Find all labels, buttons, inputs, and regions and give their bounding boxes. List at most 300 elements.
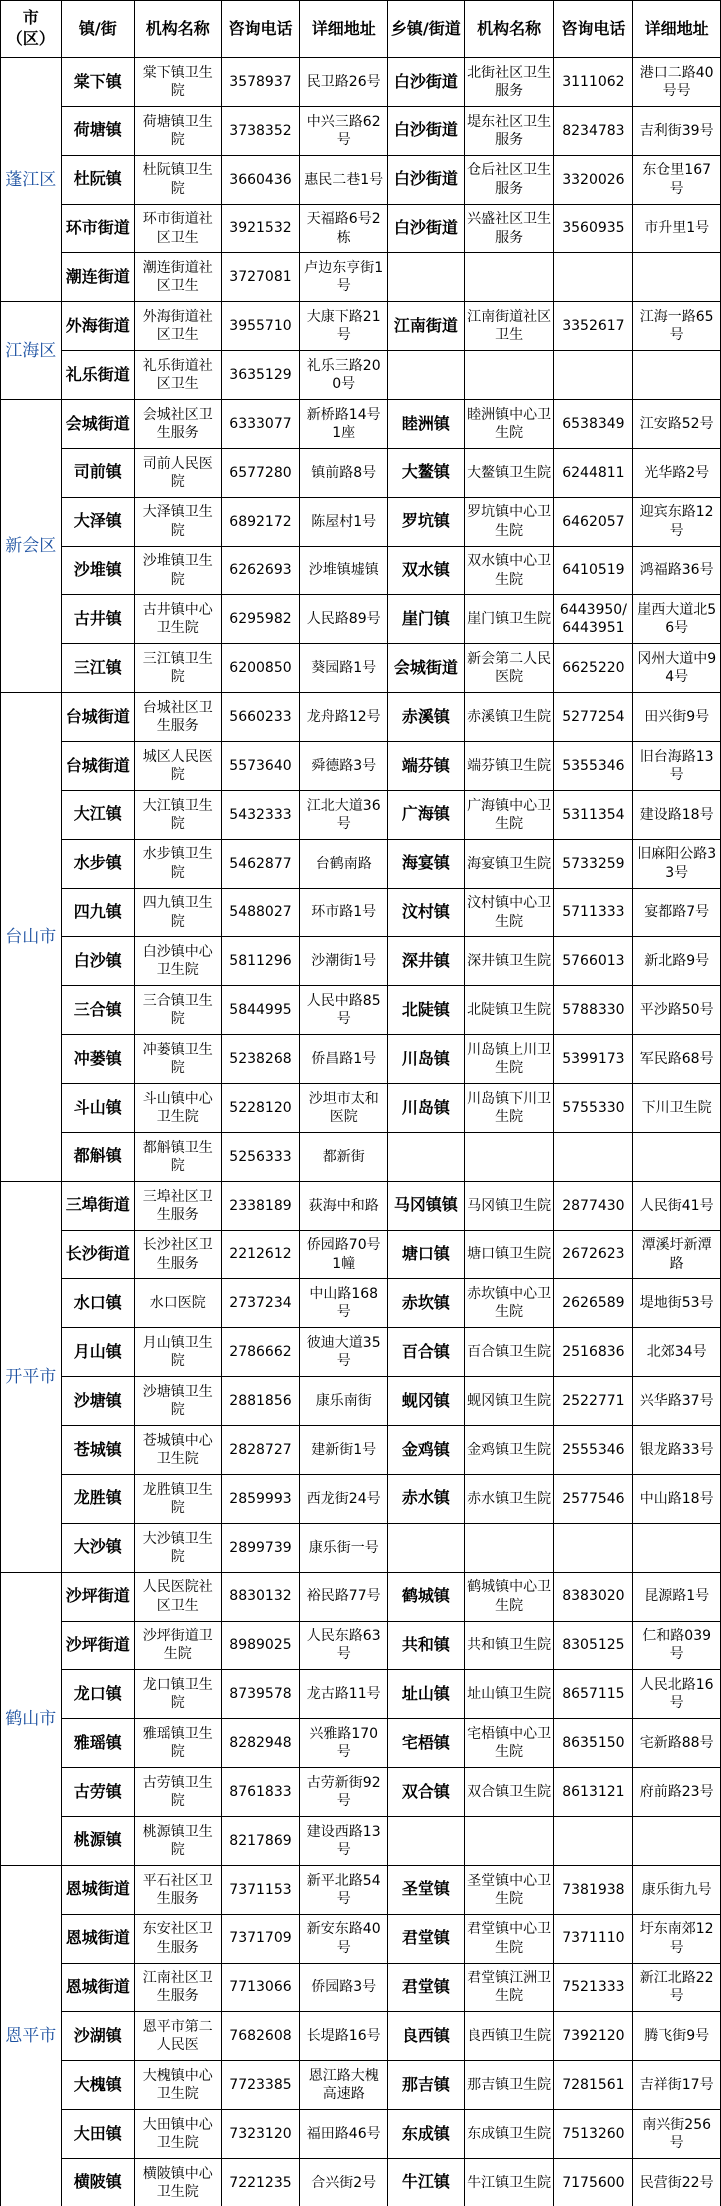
right-org-cell: [464, 1523, 554, 1572]
left-org-cell: 台城社区卫生服务: [135, 693, 221, 742]
left-addr-cell: 江北大道36号: [300, 790, 388, 839]
left-phone-cell: 6200850: [221, 644, 300, 693]
table-row: [1, 1035, 721, 1084]
city-cell: 江海区: [1, 302, 62, 400]
left-org-cell: 雅瑶镇卫生院: [135, 1719, 221, 1768]
table-row: [1, 1377, 721, 1426]
right-org-cell: 圣堂镇中心卫生院: [464, 1865, 554, 1914]
left-town-cell: 三合镇: [61, 986, 135, 1035]
left-phone-cell: 7221235: [221, 2158, 300, 2206]
right-addr-cell: 旧台海路13号: [633, 742, 721, 791]
left-addr-cell: 中兴三路62号: [300, 106, 388, 155]
left-addr-cell: 人民路89号: [300, 595, 388, 644]
left-addr-cell: 陈屋村1号: [300, 497, 388, 546]
right-org-cell: 双水镇中心卫生院: [464, 546, 554, 595]
right-addr-cell: 江海一路65号: [633, 302, 721, 351]
left-org-cell: 三埠社区卫生服务: [135, 1181, 221, 1230]
left-addr-cell: 康乐南街: [300, 1377, 388, 1426]
right-town-cell: 罗坑镇: [387, 497, 464, 546]
left-org-cell: 长沙社区卫生服务: [135, 1230, 221, 1279]
left-phone-cell: 6262693: [221, 546, 300, 595]
left-phone-cell: 2338189: [221, 1181, 300, 1230]
left-phone-cell: 7371709: [221, 1914, 300, 1963]
right-town-cell: 牛江镇: [387, 2158, 464, 2206]
right-org-cell: 塘口镇卫生院: [464, 1230, 554, 1279]
left-org-cell: 水口医院: [135, 1279, 221, 1328]
left-addr-cell: 侨昌路1号: [300, 1035, 388, 1084]
header-address: 详细地址: [300, 1, 388, 58]
right-addr-cell: 市升里1号: [633, 204, 721, 253]
left-town-cell: 白沙镇: [61, 937, 135, 986]
right-town-cell: 金鸡镇: [387, 1426, 464, 1475]
left-addr-cell: 都新街: [300, 1132, 388, 1181]
right-addr-cell: 堤地街53号: [633, 1279, 721, 1328]
right-phone-cell: 5355346: [554, 742, 633, 791]
right-town-cell: 睦洲镇: [387, 400, 464, 449]
right-phone-cell: 8613121: [554, 1768, 633, 1817]
left-phone-cell: 5432333: [221, 790, 300, 839]
right-town-cell: 广海镇: [387, 790, 464, 839]
right-town-cell: [387, 1132, 464, 1181]
left-phone-cell: 7723385: [221, 2061, 300, 2110]
left-org-cell: 沙塘镇卫生院: [135, 1377, 221, 1426]
left-phone-cell: 6333077: [221, 400, 300, 449]
right-town-cell: 双合镇: [387, 1768, 464, 1817]
left-town-cell: 四九镇: [61, 888, 135, 937]
left-addr-cell: 新平北路54号: [300, 1865, 388, 1914]
right-addr-cell: 仁和路039号: [633, 1621, 721, 1670]
table-row: [1, 1132, 721, 1181]
table-row: [1, 937, 721, 986]
right-phone-cell: 6538349: [554, 400, 633, 449]
right-phone-cell: 7392120: [554, 2012, 633, 2061]
right-addr-cell: 昆源路1号: [633, 1572, 721, 1621]
left-phone-cell: 6577280: [221, 448, 300, 497]
left-town-cell: 恩城街道: [61, 1914, 135, 1963]
left-phone-cell: 8739578: [221, 1670, 300, 1719]
right-org-cell: [464, 253, 554, 302]
left-org-cell: 三合镇卫生院: [135, 986, 221, 1035]
left-phone-cell: 7323120: [221, 2110, 300, 2159]
left-org-cell: 外海街道社区卫生: [135, 302, 221, 351]
left-phone-cell: 3921532: [221, 204, 300, 253]
left-phone-cell: 8217869: [221, 1816, 300, 1865]
left-phone-cell: 7682608: [221, 2012, 300, 2061]
right-org-cell: 川岛镇上川卫生院: [464, 1035, 554, 1084]
left-org-cell: 桃源镇卫生院: [135, 1816, 221, 1865]
left-town-cell: 龙口镇: [61, 1670, 135, 1719]
table-row: [1, 497, 721, 546]
left-addr-cell: 民卫路26号: [300, 58, 388, 107]
left-org-cell: 会城社区卫生服务: [135, 400, 221, 449]
right-addr-cell: 田兴街9号: [633, 693, 721, 742]
left-addr-cell: 龙舟路12号: [300, 693, 388, 742]
right-org-cell: 仓后社区卫生服务: [464, 155, 554, 204]
right-addr-cell: [633, 351, 721, 400]
right-phone-cell: 6410519: [554, 546, 633, 595]
left-org-cell: 人民医院社区卫生: [135, 1572, 221, 1621]
right-org-cell: 那吉镇卫生院: [464, 2061, 554, 2110]
left-addr-cell: 舜德路3号: [300, 742, 388, 791]
left-town-cell: 苍城镇: [61, 1426, 135, 1475]
right-addr-cell: 腾飞街9号: [633, 2012, 721, 2061]
right-phone-cell: 2555346: [554, 1426, 633, 1475]
right-addr-cell: [633, 1523, 721, 1572]
left-town-cell: 潮连街道: [61, 253, 135, 302]
right-org-cell: 罗坑镇中心卫生院: [464, 497, 554, 546]
right-town-cell: 海宴镇: [387, 839, 464, 888]
right-org-cell: 金鸡镇卫生院: [464, 1426, 554, 1475]
table-row: [1, 2110, 721, 2159]
left-org-cell: 大槐镇中心卫生院: [135, 2061, 221, 2110]
left-phone-cell: 8761833: [221, 1768, 300, 1817]
right-phone-cell: 3560935: [554, 204, 633, 253]
right-phone-cell: 6244811: [554, 448, 633, 497]
left-town-cell: 沙堆镇: [61, 546, 135, 595]
header-row: [1, 1, 721, 58]
left-phone-cell: 5256333: [221, 1132, 300, 1181]
right-org-cell: 北陡镇卫生院: [464, 986, 554, 1035]
right-phone-cell: [554, 253, 633, 302]
left-org-cell: 司前人民医院: [135, 448, 221, 497]
left-org-cell: 大沙镇卫生院: [135, 1523, 221, 1572]
right-town-cell: 百合镇: [387, 1328, 464, 1377]
left-org-cell: 平石社区卫生服务: [135, 1865, 221, 1914]
left-addr-cell: 沙潮街1号: [300, 937, 388, 986]
left-town-cell: 会城街道: [61, 400, 135, 449]
left-org-cell: 礼乐街道社区卫生: [135, 351, 221, 400]
right-org-cell: 崖门镇卫生院: [464, 595, 554, 644]
left-town-cell: 月山镇: [61, 1328, 135, 1377]
right-phone-cell: 7521333: [554, 1963, 633, 2012]
header-city: 市（区）: [1, 1, 62, 58]
left-addr-cell: 沙堆镇墟镇: [300, 546, 388, 595]
left-town-cell: 礼乐街道: [61, 351, 135, 400]
table-row: [1, 1768, 721, 1817]
right-town-cell: 深井镇: [387, 937, 464, 986]
left-org-cell: 杜阮镇卫生院: [135, 155, 221, 204]
left-org-cell: 大田镇中心卫生院: [135, 2110, 221, 2159]
left-addr-cell: 古劳新街92号: [300, 1768, 388, 1817]
table-row: [1, 986, 721, 1035]
left-addr-cell: 兴雅路170号: [300, 1719, 388, 1768]
right-phone-cell: 6462057: [554, 497, 633, 546]
left-town-cell: 大江镇: [61, 790, 135, 839]
left-phone-cell: 3578937: [221, 58, 300, 107]
right-addr-cell: 圩东南郊12号: [633, 1914, 721, 1963]
left-town-cell: 龙胜镇: [61, 1474, 135, 1523]
left-phone-cell: 2737234: [221, 1279, 300, 1328]
left-phone-cell: 2212612: [221, 1230, 300, 1279]
left-town-cell: 都斛镇: [61, 1132, 135, 1181]
left-addr-cell: 长堤路16号: [300, 2012, 388, 2061]
left-town-cell: 大沙镇: [61, 1523, 135, 1572]
left-addr-cell: 新桥路14号1座: [300, 400, 388, 449]
right-org-cell: 睦洲镇中心卫生院: [464, 400, 554, 449]
left-phone-cell: 5844995: [221, 986, 300, 1035]
left-town-cell: 司前镇: [61, 448, 135, 497]
left-town-cell: 雅瑶镇: [61, 1719, 135, 1768]
right-town-cell: [387, 351, 464, 400]
table-row: [1, 1474, 721, 1523]
right-town-cell: 赤溪镇: [387, 693, 464, 742]
right-addr-cell: 崖西大道北56号: [633, 595, 721, 644]
left-org-cell: 荷塘镇卫生院: [135, 106, 221, 155]
left-addr-cell: 合兴街2号: [300, 2158, 388, 2206]
right-org-cell: [464, 351, 554, 400]
right-phone-cell: [554, 1132, 633, 1181]
right-addr-cell: 府前路23号: [633, 1768, 721, 1817]
right-town-cell: 圣堂镇: [387, 1865, 464, 1914]
right-org-cell: 新会第二人民医院: [464, 644, 554, 693]
right-org-cell: 兴盛社区卫生服务: [464, 204, 554, 253]
right-phone-cell: 7175600: [554, 2158, 633, 2206]
right-phone-cell: 7513260: [554, 2110, 633, 2159]
table-row: [1, 1084, 721, 1133]
left-addr-cell: 人民中路85号: [300, 986, 388, 1035]
table-row: [1, 1572, 721, 1621]
right-town-cell: 塘口镇: [387, 1230, 464, 1279]
left-phone-cell: 7371153: [221, 1865, 300, 1914]
table-row: [1, 448, 721, 497]
left-addr-cell: 中山路168号: [300, 1279, 388, 1328]
header-phone-2: 咨询电话: [554, 1, 633, 58]
left-org-cell: 都斛镇卫生院: [135, 1132, 221, 1181]
header-town-2: 乡镇/街道: [387, 1, 464, 58]
left-addr-cell: 龙古路11号: [300, 1670, 388, 1719]
right-town-cell: 那吉镇: [387, 2061, 464, 2110]
city-cell: 鹤山市: [1, 1572, 62, 1865]
right-phone-cell: 2877430: [554, 1181, 633, 1230]
left-phone-cell: 2881856: [221, 1377, 300, 1426]
right-phone-cell: 7281561: [554, 2061, 633, 2110]
right-addr-cell: 新北路9号: [633, 937, 721, 986]
left-town-cell: 台城街道: [61, 742, 135, 791]
left-addr-cell: 侨园路70号1幢: [300, 1230, 388, 1279]
right-org-cell: 蚬冈镇卫生院: [464, 1377, 554, 1426]
right-addr-cell: 东仓里167号: [633, 155, 721, 204]
left-town-cell: 沙坪街道: [61, 1572, 135, 1621]
right-org-cell: 江南街道社区卫生: [464, 302, 554, 351]
city-cell: 恩平市: [1, 1865, 62, 2206]
header-town: 镇/街: [61, 1, 135, 58]
right-org-cell: 北街社区卫生服务: [464, 58, 554, 107]
left-phone-cell: 2828727: [221, 1426, 300, 1475]
left-addr-cell: 彼迪大道35号: [300, 1328, 388, 1377]
right-org-cell: 宅梧镇中心卫生院: [464, 1719, 554, 1768]
left-town-cell: 恩城街道: [61, 1963, 135, 2012]
right-addr-cell: 北郊34号: [633, 1328, 721, 1377]
table-row: [1, 2158, 721, 2206]
right-addr-cell: 迎宾东路12号: [633, 497, 721, 546]
right-addr-cell: [633, 253, 721, 302]
right-town-cell: 赤水镇: [387, 1474, 464, 1523]
left-addr-cell: 新安东路40号: [300, 1914, 388, 1963]
left-town-cell: 古井镇: [61, 595, 135, 644]
right-town-cell: 白沙街道: [387, 58, 464, 107]
left-addr-cell: 福田路46号: [300, 2110, 388, 2159]
table-row: [1, 742, 721, 791]
right-phone-cell: 3111062: [554, 58, 633, 107]
right-org-cell: 君堂镇江洲卫生院: [464, 1963, 554, 2012]
left-town-cell: 恩城街道: [61, 1865, 135, 1914]
left-org-cell: 江南社区卫生服务: [135, 1963, 221, 2012]
left-org-cell: 环市街道社区卫生: [135, 204, 221, 253]
right-addr-cell: 冈州大道中94号: [633, 644, 721, 693]
right-town-cell: 马冈镇镇: [387, 1181, 464, 1230]
right-phone-cell: 8234783: [554, 106, 633, 155]
table-row: [1, 1963, 721, 2012]
left-org-cell: 古劳镇卫生院: [135, 1768, 221, 1817]
right-phone-cell: 8305125: [554, 1621, 633, 1670]
left-phone-cell: 5228120: [221, 1084, 300, 1133]
right-town-cell: 君堂镇: [387, 1963, 464, 2012]
table-row: [1, 400, 721, 449]
right-town-cell: 良西镇: [387, 2012, 464, 2061]
right-phone-cell: 8635150: [554, 1719, 633, 1768]
left-phone-cell: 5660233: [221, 693, 300, 742]
right-phone-cell: 5766013: [554, 937, 633, 986]
left-town-cell: 台城街道: [61, 693, 135, 742]
right-org-cell: [464, 1816, 554, 1865]
left-addr-cell: 侨园路3号: [300, 1963, 388, 2012]
right-town-cell: [387, 253, 464, 302]
left-town-cell: 斗山镇: [61, 1084, 135, 1133]
right-org-cell: 汶村镇中心卫生院: [464, 888, 554, 937]
right-town-cell: 君堂镇: [387, 1914, 464, 1963]
right-phone-cell: 8383020: [554, 1572, 633, 1621]
city-cell: 新会区: [1, 400, 62, 693]
left-phone-cell: 2786662: [221, 1328, 300, 1377]
left-org-cell: 苍城镇中心卫生院: [135, 1426, 221, 1475]
right-addr-cell: 民营街22号: [633, 2158, 721, 2206]
left-org-cell: 古井镇中心卫生院: [135, 595, 221, 644]
left-org-cell: 沙堆镇卫生院: [135, 546, 221, 595]
right-org-cell: 堤东社区卫生服务: [464, 106, 554, 155]
left-addr-cell: 建新街1号: [300, 1426, 388, 1475]
table-row: [1, 1230, 721, 1279]
right-town-cell: 赤坎镇: [387, 1279, 464, 1328]
left-town-cell: 三江镇: [61, 644, 135, 693]
header-address-2: 详细地址: [633, 1, 721, 58]
right-town-cell: [387, 1816, 464, 1865]
table-row: [1, 595, 721, 644]
table-row: [1, 2012, 721, 2061]
left-org-cell: 龙胜镇卫生院: [135, 1474, 221, 1523]
left-addr-cell: 裕民路77号: [300, 1572, 388, 1621]
right-addr-cell: 港口二路40号号: [633, 58, 721, 107]
right-town-cell: 共和镇: [387, 1621, 464, 1670]
table-row: [1, 693, 721, 742]
right-phone-cell: 5755330: [554, 1084, 633, 1133]
right-town-cell: 址山镇: [387, 1670, 464, 1719]
left-org-cell: 水步镇卫生院: [135, 839, 221, 888]
right-addr-cell: 新江北路22号: [633, 1963, 721, 2012]
right-town-cell: 北陡镇: [387, 986, 464, 1035]
right-org-cell: 双合镇卫生院: [464, 1768, 554, 1817]
left-addr-cell: 荻海中和路: [300, 1181, 388, 1230]
right-addr-cell: 军民路68号: [633, 1035, 721, 1084]
right-org-cell: 良西镇卫生院: [464, 2012, 554, 2061]
right-org-cell: 赤溪镇卫生院: [464, 693, 554, 742]
left-phone-cell: 8989025: [221, 1621, 300, 1670]
table-row: [1, 546, 721, 595]
left-town-cell: 水步镇: [61, 839, 135, 888]
right-org-cell: 海宴镇卫生院: [464, 839, 554, 888]
right-org-cell: 牛江镇卫生院: [464, 2158, 554, 2206]
left-addr-cell: 恩江路大槐高速路: [300, 2061, 388, 2110]
city-cell: 开平市: [1, 1181, 62, 1572]
right-town-cell: 双水镇: [387, 546, 464, 595]
right-addr-cell: 康乐街九号: [633, 1865, 721, 1914]
table-row: [1, 2061, 721, 2110]
right-phone-cell: 6443950/6443951: [554, 595, 633, 644]
header-phone: 咨询电话: [221, 1, 300, 58]
left-org-cell: 白沙镇中心卫生院: [135, 937, 221, 986]
left-town-cell: 横陂镇: [61, 2158, 135, 2206]
left-phone-cell: 8830132: [221, 1572, 300, 1621]
table-row: [1, 1523, 721, 1572]
left-addr-cell: 建设西路13号: [300, 1816, 388, 1865]
right-addr-cell: 吉利街39号: [633, 106, 721, 155]
left-phone-cell: 3635129: [221, 351, 300, 400]
right-phone-cell: 2577546: [554, 1474, 633, 1523]
left-town-cell: 外海街道: [61, 302, 135, 351]
right-phone-cell: 7381938: [554, 1865, 633, 1914]
right-town-cell: 蚬冈镇: [387, 1377, 464, 1426]
left-phone-cell: 3727081: [221, 253, 300, 302]
right-town-cell: 白沙街道: [387, 204, 464, 253]
right-addr-cell: 中山路18号: [633, 1474, 721, 1523]
right-phone-cell: 5733259: [554, 839, 633, 888]
right-addr-cell: 下川卫生院: [633, 1084, 721, 1133]
right-addr-cell: 旧麻阳公路33号: [633, 839, 721, 888]
right-addr-cell: 潭溪圩新潭路: [633, 1230, 721, 1279]
right-phone-cell: 2672623: [554, 1230, 633, 1279]
right-org-cell: 赤坎镇中心卫生院: [464, 1279, 554, 1328]
left-org-cell: 三江镇卫生院: [135, 644, 221, 693]
left-town-cell: 冲蒌镇: [61, 1035, 135, 1084]
right-phone-cell: 8657115: [554, 1670, 633, 1719]
left-phone-cell: 5238268: [221, 1035, 300, 1084]
right-org-cell: 鹤城镇中心卫生院: [464, 1572, 554, 1621]
left-town-cell: 荷塘镇: [61, 106, 135, 155]
left-org-cell: 沙坪街道卫生院: [135, 1621, 221, 1670]
table-row: [1, 1719, 721, 1768]
table-row: [1, 1816, 721, 1865]
left-town-cell: 古劳镇: [61, 1768, 135, 1817]
city-cell: 台山市: [1, 693, 62, 1182]
right-town-cell: 江南街道: [387, 302, 464, 351]
right-phone-cell: [554, 1816, 633, 1865]
table-row: [1, 302, 721, 351]
right-org-cell: 深井镇卫生院: [464, 937, 554, 986]
left-org-cell: 城区人民医院: [135, 742, 221, 791]
right-addr-cell: 吉祥街17号: [633, 2061, 721, 2110]
left-org-cell: 大江镇卫生院: [135, 790, 221, 839]
right-phone-cell: 6625220: [554, 644, 633, 693]
right-addr-cell: 银龙路33号: [633, 1426, 721, 1475]
left-org-cell: 东安社区卫生服务: [135, 1914, 221, 1963]
right-org-cell: 马冈镇卫生院: [464, 1181, 554, 1230]
left-org-cell: 冲蒌镇卫生院: [135, 1035, 221, 1084]
left-addr-cell: 大康下路21号: [300, 302, 388, 351]
right-addr-cell: 宅新路88号: [633, 1719, 721, 1768]
right-phone-cell: 5399173: [554, 1035, 633, 1084]
right-org-cell: 君堂镇中心卫生院: [464, 1914, 554, 1963]
right-phone-cell: [554, 1523, 633, 1572]
left-phone-cell: 8282948: [221, 1719, 300, 1768]
